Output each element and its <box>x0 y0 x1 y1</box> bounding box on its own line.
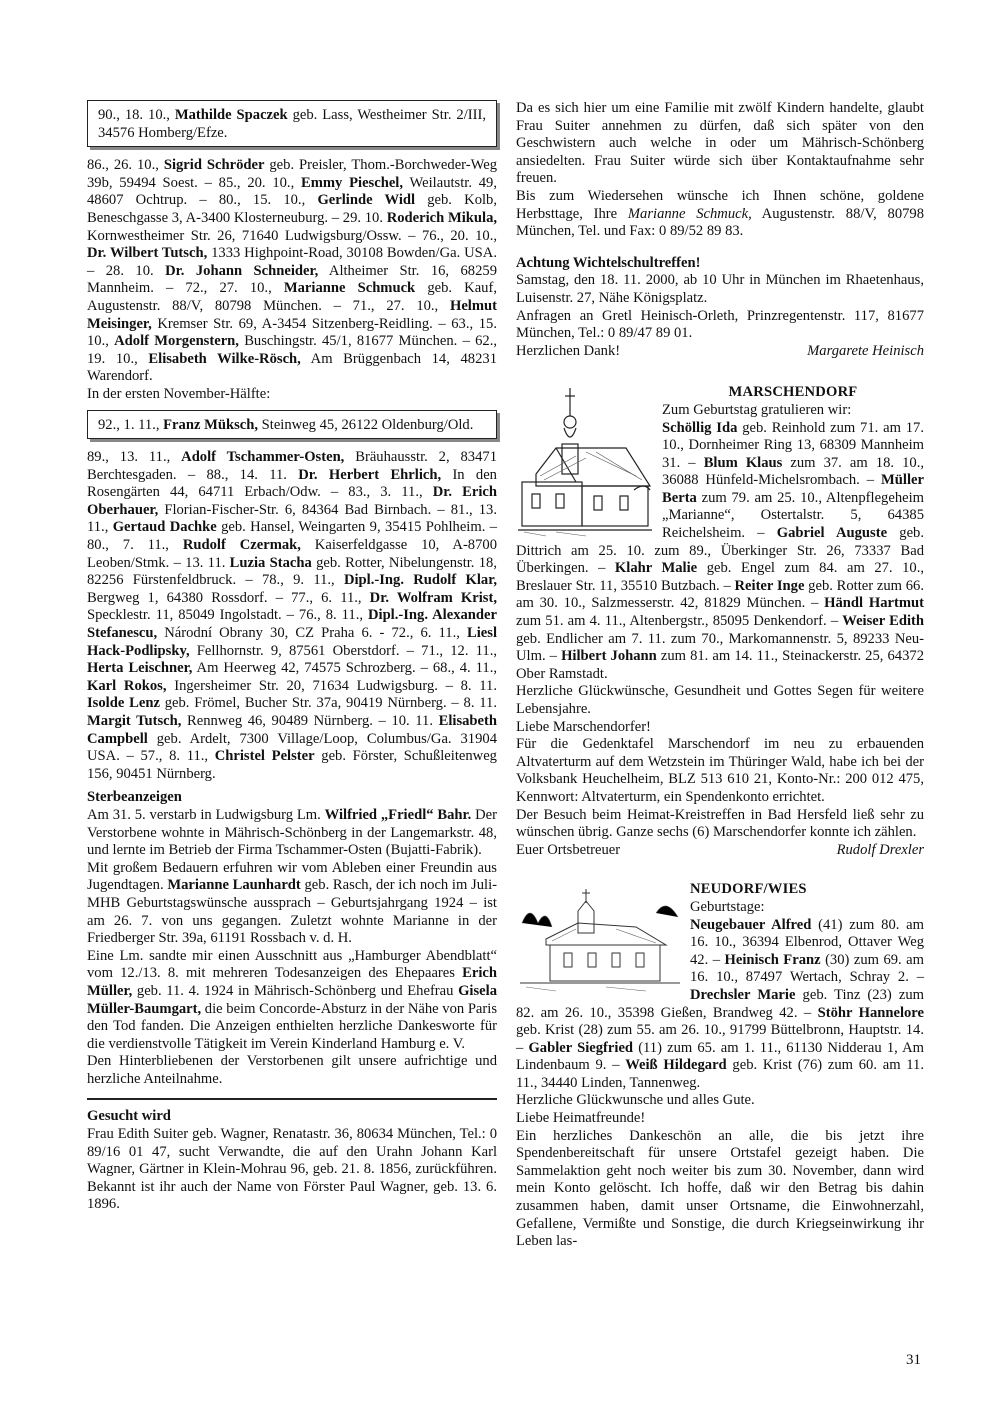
bold-name: Dr. Erich Oberhauer, <box>87 484 497 518</box>
page-number: 31 <box>906 1352 921 1368</box>
bold-name: Dr. Herbert Ehrlich, <box>298 466 442 483</box>
neudorf-wishes: Herzliche Glückwunsche und alles Gute. <box>516 1092 755 1109</box>
bold-name: Müller Berta <box>662 472 924 506</box>
bold-name: Klahr Malie <box>614 560 698 577</box>
left-column <box>87 100 497 1214</box>
bold-name: Liesl Hack-Podlipsky, <box>87 625 497 659</box>
suiter-paragraph: Da es sich hier um eine Familie mit zwölf Kindern handelte, glaubt Frau Suiter annehmen zu dürfen, daß sich später von den Geschwistern auch welche in oder um Mährisch-Schönberg ansiedelten. Frau Suiter würde sich über Kontaktaufnahme sehr freuen. <box>516 100 924 187</box>
marschendorf-section <box>516 384 924 859</box>
marschendorf-donation: Für die Gedenktafel Marschendorf im neu zu erbauenden Altvaterturm auf dem Wetzstein im Thüringer Wald, habe ich bei der Volksbank Heuchelheim, BLZ 513 610 21, Konto-Nr.: 200 012 475, Kennwort: Altvaterturm, ein Spendenkonto errichtet. <box>516 736 924 805</box>
bold-name: Weiß Hildegard <box>625 1057 727 1074</box>
wichtel-heading: Achtung Wichtelschultreffen! <box>516 254 701 271</box>
bold-name: Gisela Müller-Baumgart, <box>87 982 497 1017</box>
neudorf-greeting: Liebe Heimatfreunde! <box>516 1110 646 1127</box>
birthday-highlight-box-2 <box>87 410 497 440</box>
bold-name: Gabler Siegfried <box>528 1039 634 1056</box>
bold-name: Hilbert Johann <box>561 648 657 665</box>
birthday-highlight-box-1 <box>87 100 497 147</box>
bold-name: Herta Leischner, <box>87 660 193 677</box>
birthday-list-november: 89., 13. 11., Adolf Tschammer-Osten, Bräuhausstr. 2, 83471 Berchtesgaden. – 88., 14. 11. Dr. Herbert Ehrlich, In den Rosengärten 44, 64711 Erbach/Odw. – 83., 3. 11., Dr. Erich Oberhauer, Florian-Fischer-Str. 6, 84364 Bad Birnbach. – 81., 13. 11., Gertaud Dachke geb. Hansel, Weingarten 9, 35415 Pohlheim. – 80., 7. 11., Rudolf Czermak, Kaiserfeldgasse 10, A-8700 Leoben/Stmk. – 13. 11. Luzia Stacha geb. Rotter, Nibelungenstr. 18, 82256 Fürstenfeldbruck. – 78., 9. 11., Dipl.-Ing. Rudolf Klar, Bergweg 1, 64380 Rossdorf. – 77., 6. 11., Dr. Wolfram Krist, Specklestr. 11, 85049 Ingolstadt. – 76., 8. 11., Dipl.-Ing. Alexander Stefanescu, Národní Obrany 30, CZ Praha 6. - 72., 6. 11., Liesl Hack-Podlipsky, Fellhornstr. 9, 87561 Oberstdorf. – 71., 12. 11., Herta Leischner, Am Heerweg 42, 74575 Schrozberg. – 68., 4. 11., Karl Rokos, Ingersheimer Str. 20, 71634 Ludwigsburg. – 8. 11. Isolde Lenz geb. Frömel, Bucher Str. 37a, 90419 Nürnberg. – 8. 11. Margit Tutsch, Rennweg 46, 90489 Nürnberg. – 10. 11. Elisabeth Campbell geb. Ardelt, 7300 Village/Loop, Columbus/Ga. 31904 USA. – 57., 8. 11., Christel Pelster geb. Förster, Schußleitenweg 156, 90451 Nürnberg. <box>87 449 498 782</box>
bold-name: Marianne Schmuck <box>283 280 416 297</box>
gesucht-heading: Gesucht wird <box>87 1108 171 1125</box>
marschendorf-birthdays: Schöllig Ida geb. Reinhold zum 71. am 17. 10., Dornheimer Ring 13, 68309 Mannheim 31. – Blum Klaus zum 37. am 18. 10., 36088 Hünfeld-Michelsrombach. – Müller Berta zum 79. am 25. 10., Altenpflegeheim „Marianne“, Ostertalstr. 5, 64385 Reichelsheim. – Gabriel Auguste geb. Dittrich am 25. 10. zum 89., Überkinger Str. 26, 73337 Bad Überkingen. – Klahr Malie geb. Engel zum 84. am 27. 10., Breslauer Str. 11, 35510 Butzbach. – Reiter Inge geb. Rotter zum 66. am 30. 10., Salzmesserstr. 42, 81829 München. – Händl Hartmut zum 51. am 4. 11., Altenbergstr., 85095 Denkendorf. – Weiser Edith geb. Endlicher am 7. 11. zum 70., Markomannenstr. 5, 89233 Neu-Ulm. – Hilbert Johann zum 81. am 14. 11., Steinackerstr. 25, 64372 Ober Ramstadt. <box>516 419 924 682</box>
bold-name: Adolf Tschammer-Osten, <box>181 449 345 466</box>
bold-name: Reiter Inge <box>734 577 805 594</box>
bold-name: Adolf Morgenstern, <box>114 333 239 350</box>
bold-name: Händl Hartmut <box>824 595 924 612</box>
bold-name: Dr. Johann Schneider, <box>165 262 319 279</box>
bold-name: Roderich Mikula, <box>386 209 498 226</box>
bold-name: Gerlinde Widl <box>317 192 416 209</box>
obituary-paragraph-3: Eine Lm. sandte mir einen Ausschnitt aus „Hamburger Abendblatt“ vom 12./13. 8. mit mehreren Todesanzeigen des Ehepaares Erich Müller, geb. 11. 4. 1924 in Mährisch-Schönberg und Ehefrau Gisela Müller-Baumgart, die beim Concorde-Absturz in der Nähe von Paris den Tod fanden. Die Anzeigen enthielten herzliche Dankesworte für die verdienstvolle Tätigkeit im Verein Kinderland Hamburg e. V. <box>87 947 498 1052</box>
bold-name: Isolde Lenz <box>87 695 160 712</box>
neudorf-heading: NEUDORF/WIES <box>690 881 807 898</box>
obituary-paragraph-1: Am 31. 5. verstarb in Ludwigsburg Lm. Wilfried „Friedl“ Bahr. Der Verstorbene wohnte in Mährisch-Schönberg in der Langemarkstr. 48, und lernte im Betrieb der Firma Tschammer-Osten (Bujatti-Fabrik). <box>87 806 498 859</box>
bold-name: Karl Rokos, <box>87 677 167 694</box>
marschendorf-meeting: Der Besuch beim Heimat-Kreistreffen in Bad Hersfeld ließ sehr zu wünschen übrig. Ganze sechs (6) Marschendorfer konnte ich zählen. <box>516 806 924 841</box>
village-church-sketch-icon <box>516 883 684 993</box>
bold-name: Dr. Wilbert Tutsch, <box>87 245 208 262</box>
bold-name: Weiser Edith <box>842 613 924 630</box>
bold-name: Rudolf Czermak, <box>182 537 301 554</box>
section-divider <box>87 1098 497 1100</box>
neudorf-intro: Geburtstage: <box>690 898 765 915</box>
marschendorf-signature-line <box>516 842 924 860</box>
church-illustration-icon <box>516 386 656 538</box>
neudorf-birthdays: Neugebauer Alfred (41) zum 80. am 16. 10., 36394 Elbenrod, Ottaver Weg 42. – Heinisch Franz (30) zum 69. am 16. 10., 87497 Wertach, Schray 2. – Drechsler Marie geb. Tinz (23) zum 82. am 26. 10., 35398 Gießen, Brandweg 42. – Stöhr Hannelore geb. Krist (28) zum 55. am 26. 10., 91799 Büttelbronn, Hauptstr. 14. – Gabler Siegfried (11) zum 65. am 1. 11., 61130 Nidderau 1, Am Lindenbaum 9. – Weiß Hildegard geb. Krist (76) zum 60. am 11. 11., 34440 Linden, Tannenweg. <box>516 916 925 1091</box>
bold-name: Wilfried „Friedl“ Bahr. <box>324 806 472 823</box>
bold-name: Sigrid Schröder <box>163 157 265 174</box>
greeting-paragraph: Bis zum Wiedersehen wünsche ich Ihnen schöne, goldene Herbsttage, Ihre Marianne Schmuck, Augustenstr. 88/V, 80798 München, Tel. und Fax: 0 89/52 89 83. <box>516 187 925 240</box>
box1-text: 90., 18. 10., Mathilde Spaczek geb. Lass, Westheimer Str. 2/III, 34576 Homberg/Efze. <box>98 107 487 141</box>
bold-name: Blum Klaus <box>703 454 783 471</box>
obituary-paragraph-2: Mit großem Bedauern erfuhren wir vom Ableben einer Freundin aus Jugendtagen. Marianne Launhardt geb. Rasch, der ich noch im Juli-MHB Geburtstagswünsche aussprach – Geburtsjahrgang 1924 – ist am 26. 7. von uns gegangen. Zuletzt wohnte Marianne in der Friedberger Str. 39a, 61191 Rossbach v. d. H. <box>87 859 497 947</box>
marschendorf-greeting: Liebe Marschendorfer! <box>516 718 651 735</box>
right-column <box>516 100 924 1251</box>
marschendorf-signature: Rudolf Drexler <box>836 841 924 858</box>
marschendorf-heading: MARSCHENDORF <box>728 384 858 401</box>
obituary-condolence: Den Hinterbliebenen der Verstorbenen gilt unsere aufrichtige und herzliche Anteilnahme. <box>87 1053 497 1087</box>
marschendorf-intro: Zum Geburtstag gratulieren wir: <box>662 401 852 418</box>
marschendorf-wishes: Herzliche Glückwünsche, Gesundheit und Gottes Segen für weitere Lebensjahre. <box>516 683 924 717</box>
bold-name: Dipl.-Ing. Rudolf Klar, <box>343 572 497 589</box>
bold-name: Christel Pelster <box>214 748 315 765</box>
gesucht-paragraph: Frau Edith Suiter geb. Wagner, Renatastr. 36, 80634 München, Tel.: 0 89/16 01 47, sucht Verwandte, die auf den Urahn Johann Karl Wagner, Gärtner in Klein-Mohrau 96, geb. 21. 8. 1856, zurückführen. Bekannt ist ihr auch der Name von Förster Paul Wagner, geb. 13. 6. 1896. <box>87 1126 497 1213</box>
box2-text: 92., 1. 11., Franz Müksch, Steinweg 45, 26122 Oldenburg/Old. <box>98 416 474 433</box>
sterbeanzeigen-heading: Sterbeanzeigen <box>87 789 182 806</box>
bold-name: Luzia Stacha <box>229 554 312 571</box>
neudorf-donation: Ein herzliches Dankeschön an alle, die bis jetzt ihre Spendenbereitschaft für unsere Ortstafel gezeigt haben. Die Sammelaktion geht noch weiter bis zum 30. November, dann wird mein Konto gelöscht. Ich hoffe, daß wir den Betrag bis dahin zusammen haben, damit unser Ortsname, die Einwohnerzahl, Gefallene, Vermißte und Sonstige, die durch Kriegseinwirkung ihr Leben las- <box>516 1127 924 1250</box>
bold-name: Dipl.-Ing. Alexander Stefanescu, <box>87 607 497 642</box>
november-heading-line: In der ersten November-Hälfte: <box>87 385 271 402</box>
wichtel-paragraph-2: Anfragen an Gretl Heinisch-Orleth, Prinzregentenstr. 117, 81677 München, Tel.: 0 89/47 89 01. <box>516 307 924 342</box>
bold-name: Heinisch Franz <box>724 951 821 968</box>
bold-name: Gabriel Auguste <box>776 525 888 542</box>
marschendorf-sign-left: Euer Ortsbetreuer <box>516 841 621 858</box>
birthday-list-october: 86., 26. 10., Sigrid Schröder geb. Preisler, Thom.-Borchweder-Weg 39b, 59494 Soest. – 85., 20. 10., Emmy Pieschel, Weilautstr. 49, 48607 Ochtrup. – 80., 15. 10., Gerlinde Widl geb. Kolb, Beneschgasse 3, A-3400 Klosterneuburg. – 29. 10. Roderich Mikula, Kornwestheimer Str. 26, 71640 Ludwigsburg/Ossw. – 76., 20. 10., Dr. Wilbert Tutsch, 1333 Highpoint-Road, 30108 Bowden/Ga. USA. – 28. 10. Dr. Johann Schneider, Altheimer Str. 16, 68259 Mannheim. – 72., 27. 10., Marianne Schmuck geb. Kauf, Augustenstr. 88/V, 80798 München. – 71., 27. 10., Helmut Meisinger, Kremser Str. 69, A-3454 Sitzenberg-Reidling. – 63., 15. 10., Adolf Morgenstern, Buschingstr. 45/1, 81677 München. – 62., 19. 10., Elisabeth Wilke-Rösch, Am Brüggenbach 14, 48231 Warendorf. <box>87 157 498 385</box>
bold-name: Helmut Meisinger, <box>87 297 497 332</box>
bold-name: Neugebauer Alfred <box>690 916 812 933</box>
bold-name: Drechsler Marie <box>690 986 796 1003</box>
wichtel-paragraph-1: Samstag, den 18. 11. 2000, ab 10 Uhr in München im Rhaetenhaus, Luisenstr. 27, Nähe Königsplatz. <box>516 272 924 306</box>
wichtel-signature: Margarete Heinisch <box>807 342 924 359</box>
bold-name: Dr. Wolfram Krist, <box>369 589 497 606</box>
bold-name: Elisabeth Wilke-Rösch, <box>148 350 301 367</box>
bold-name: Emmy Pieschel, <box>301 174 404 191</box>
wichtel-thanks: Herzlichen Dank! <box>516 342 621 359</box>
bold-name: Schöllig Ida <box>662 419 738 436</box>
bold-name: Erich Müller, <box>87 965 497 999</box>
bold-name: Margit Tutsch, <box>87 713 182 729</box>
italic-name: Marianne Schmuck, <box>627 205 752 222</box>
wichtel-signature-line <box>516 343 924 361</box>
bold-name: Stöhr Hannelore <box>817 1004 924 1021</box>
bold-name: Marianne Launhardt <box>167 877 301 894</box>
neudorf-section <box>516 881 924 1250</box>
bold-name: Gertaud Dachke <box>112 519 217 536</box>
bold-name: Elisabeth Campbell <box>87 713 497 747</box>
